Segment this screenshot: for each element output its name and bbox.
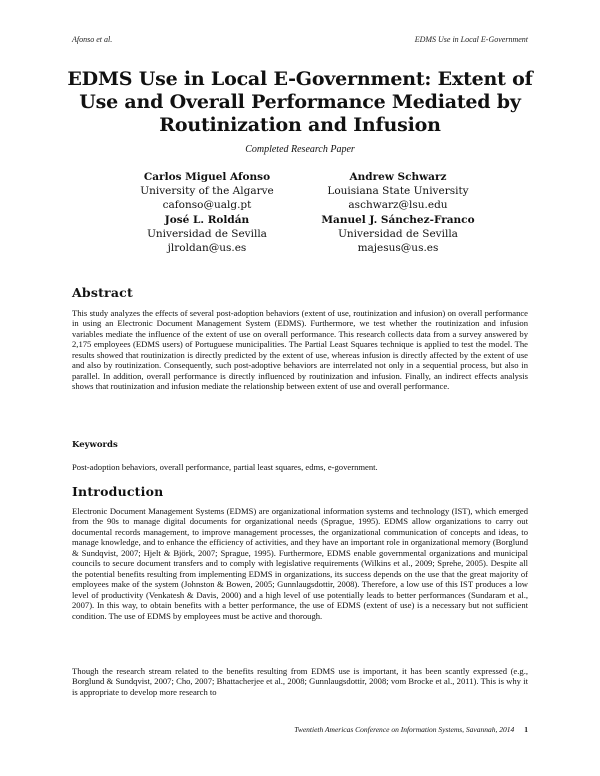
author-name: Manuel J. Sánchez-Franco (321, 213, 475, 226)
keywords-heading: Keywords (72, 440, 118, 450)
running-header-title: EDMS Use in Local E-Government (414, 35, 528, 44)
author-email: jlroldan@us.es (167, 242, 247, 255)
author-block (72, 170, 528, 260)
introduction-heading: Introduction (72, 484, 164, 499)
author-column-left (107, 170, 307, 255)
footer-conference: Twentieth Americas Conference on Information Systems, Savannah, 2014 (294, 725, 515, 734)
author-name: José L. Roldán (164, 213, 250, 226)
author-name: Andrew Schwarz (349, 171, 447, 183)
introduction-paragraph-1: Electronic Document Management Systems (EDMS) are organizational information systems and technology (IST), which emerged from the 90s to manage digital documents for organizational needs (Sprague, 1995). EDMS allow organizations to carry out documental records management, to improve management processes, the organizational communication of concepts and ideas, to manage knowledge, and to enhance the efficiency of activities, and they have an important role in organizational memory (Borglund & Sundqvist, 2007; Hjelt & Björk, 2007; Sprague, 1995). Furthermore, EDMS enable governmental organizations and municipal councils to secure document transfers and to comply with legislative requirements (Wilkins et al., 2009; Sprehe, 2005). Despite all the potential benefits resulting from implementing EDMS in organizations, its success depends on the use that the great majority of employees make of the system (Johnston & Bowen, 2005; Gunnlaugsdottir, 2008). Therefore, a low use of this IST produces a low level of productivity (Venkatesh & Davis, 2000) and a high level of use potentially leads to better performances (Sundaram et al., 2007). In this way, to obtain benefits with a better performance, the use of EDMS (extent of use) is a necessary but not sufficient condition. The use of EDMS by employees must be active and thorough. (72, 506, 528, 621)
author-name: Carlos Miguel Afonso (143, 171, 271, 183)
abstract-heading: Abstract (72, 285, 133, 300)
author-affiliation: Universidad de Sevilla (338, 227, 458, 240)
abstract-text: This study analyzes the effects of several post-adoption behaviors (extent of use, routinization and infusion) on overall performance in using an Electronic Document Management System (EDMS). Furthermore, we test whether the routinization and infusion variables mediate the influence of the extent of use on overall performance. This research collects data from a survey answered by 2,175 employees (EDMS users) of Portuguese municipalities. The Partial Least Squares technique is applied to test the model. The results showed that routinization is directly predicted by the extent of use, whereas infusion is directly affected by the extent of use and also by routinization. Consequently, such post-adoptive behaviors are interrelated not only in a sequential process, but also in parallel. In addition, overall performance is directly influenced by routinization and infusion. Finally, an indirect effects analysis shows that routinization and infusion mediate the relationship between extent of use and overall performance. (72, 308, 528, 392)
author-affiliation: Louisiana State University (327, 185, 469, 198)
author-email: majesus@us.es (357, 242, 439, 255)
paper-type: Completed Research Paper (245, 144, 355, 155)
keywords-text: Post-adoption behaviors, overall performance, partial least squares, edms, e-government. (72, 462, 378, 472)
author-affiliation: University of the Algarve (140, 185, 274, 198)
running-header-authors: Afonso et al. (72, 35, 113, 44)
author-email: aschwarz@lsu.edu (348, 199, 448, 212)
page-footer (294, 725, 528, 734)
author-email: cafonso@ualg.pt (162, 199, 252, 212)
page-number: 1 (524, 725, 528, 734)
paper-title: EDMS Use in Local E-Government: Extent of Use and Overall Performance Mediated by Routinization and Infusion (67, 68, 533, 136)
author-affiliation: Universidad de Sevilla (147, 227, 267, 240)
introduction-paragraph-2: Though the research stream related to the benefits resulting from EDMS use is important, it has been scantly expressed (e.g., Borglund & Sundqvist, 2007; Cho, 2007; Bhattacherjee et al., 2008; Gunnlaugsdottir, 2008; vom Brocke et al., 2011). This is why it is appropriate to develop more research to (72, 666, 528, 697)
author-column-right (298, 170, 498, 255)
